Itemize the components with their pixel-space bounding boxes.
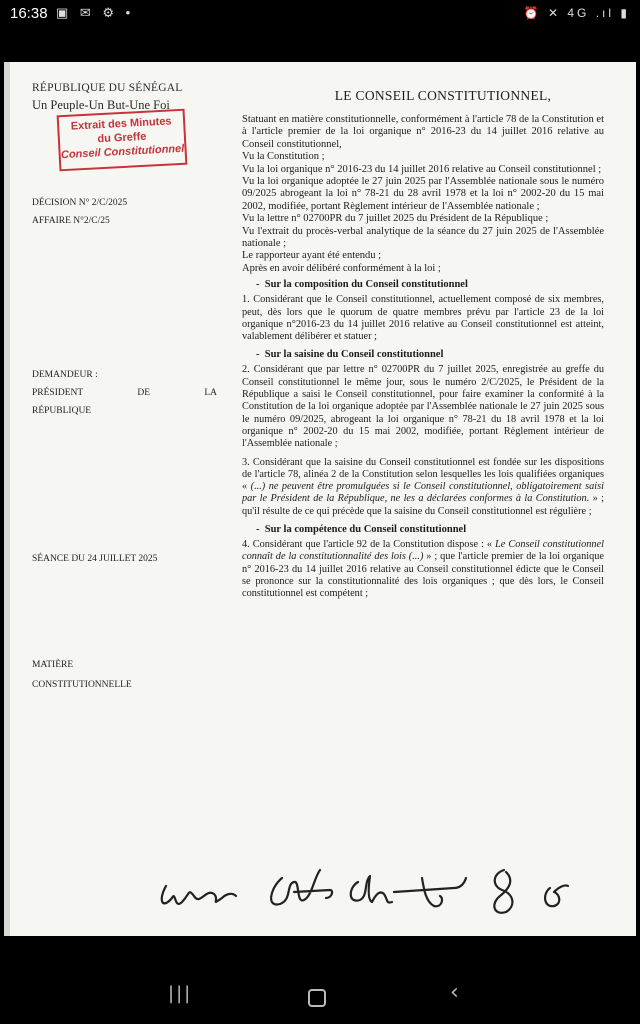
left-header	[32, 82, 222, 113]
signature-3	[351, 876, 392, 903]
republic-name: RÉPUBLIQUE DU SÉNÉGAL	[32, 82, 183, 94]
signature-6	[545, 885, 568, 906]
stamp-line-3: Conseil Constitutionnel	[60, 142, 185, 162]
signature-4	[394, 878, 466, 906]
section-heading-saisine: - Sur la saisine du Conseil constitutionnel	[256, 349, 444, 361]
section-heading-text: Sur la composition du Conseil constitutionnel	[264, 279, 468, 291]
section-heading-composition: - Sur la composition du Conseil constitutionnel	[256, 279, 468, 291]
back-icon[interactable]: ‹	[450, 980, 459, 1005]
section-heading-text: Sur la saisine du Conseil constitutionnel	[264, 349, 444, 361]
applicant-word-1: PRÉSIDENT	[32, 388, 84, 398]
registry-stamp	[57, 109, 188, 172]
navigation-bar	[0, 968, 640, 1024]
session-date: SÉANCE DU 24 JUILLET 2025	[32, 554, 158, 564]
paragraph-2: 2. Considérant que par lettre n° 02700PR du 7 juillet 2025, enregistrée au greffe du Conseil constitutionnel le même jour, sous le numéro 2/C/2025, le Président de la République a saisi le Conseil constitutionnel, pour faire examiner la conformité à la Constitution de la loi organique adoptée par l'Assemblée nationale le 27 juin 2025 sous le numéro 09/2025, abrogeant la loi organique n° 78-21 du 18 avril 1978 et la loi organique n° 2002-20 du 15 mai 2002, modifiée, portant Règlement intérieur de l'Assemblée nationale ;	[242, 364, 604, 450]
visa-line: Vu la Constitution ;	[242, 151, 325, 163]
stamp-line-1: Extrait des Minutes	[70, 115, 172, 133]
visa-line: Vu la lettre n° 02700PR du 7 juillet 2025 du Président de la République ;	[242, 213, 549, 225]
visa-line: Statuant en matière constitutionnelle, conformément à l'article 78 de la Constitution et à l'article premier de la loi organique n° 2016-23 du 14 juillet 2016 relative au Conseil constitutionnel,	[242, 114, 604, 150]
paragraph-4-end: » ; que l'article premier de la loi organique n° 2016-23 du 14 juillet 2016 relative au Conseil constitutionnel édicte que le Conseil se prononce sur la constitutionnalité des lois organiques ; que dès lors, le Conseil constitutionnel est compétent ;	[242, 551, 604, 600]
notification-icons: ▣ ✉ ⚙ •	[56, 5, 135, 20]
subject-value: CONSTITUTIONNELLE	[32, 680, 132, 690]
home-icon[interactable]	[308, 989, 326, 1007]
visa-line: Vu la loi organique adoptée le 27 juin 2025 par l'Assemblée nationale sous le numéro 09/2025 abrogeant la loi n° 78-21 du 28 avril 1978 et la loi n° 2002-20 du 15 mai 2002, modifiée, portant Règlement intérieur de l'Assemblée nationale ;	[242, 176, 604, 212]
paragraph-4	[242, 539, 604, 600]
paragraph-4-start: 4. Considérant que l'article 92 de la Constitution dispose : «	[242, 539, 496, 551]
page-edge	[4, 62, 10, 936]
subject-label: MATIÈRE	[32, 660, 74, 670]
signature-1	[162, 886, 236, 904]
applicant-label: DEMANDEUR :	[32, 370, 98, 380]
paragraph-3-quote: (...) ne peuvent être promulguées si le Conseil constitutionnel, obligatoirement saisi par le Président de la République, ne les a déclarées conformes à la Constitution.	[242, 481, 604, 505]
signature-2	[271, 870, 332, 905]
paragraph-3-end: » ; qu'il résulte de ce qui précède que la saisine du Conseil constitutionnel est régulière ;	[242, 493, 604, 517]
status-time: 16:38	[10, 5, 48, 22]
paragraph-3	[242, 457, 604, 518]
council-title: LE CONSEIL CONSTITUTIONNEL,	[334, 88, 552, 103]
stamp-line-2: du Greffe	[97, 130, 147, 146]
status-bar	[0, 0, 640, 30]
visas-block	[242, 114, 604, 275]
paragraph-4-quote: Le Conseil constitutionnel connaît de la constitutionnalité des lois (...)	[242, 539, 604, 563]
document-image	[4, 62, 636, 936]
case-number: AFFAIRE N°2/C/25	[32, 216, 110, 226]
system-status-icons: ⏰ ✕ 4G .ıl ▮	[523, 6, 630, 20]
section-heading-competence: - Sur la compétence du Conseil constitutionnel	[256, 524, 467, 536]
recent-apps-icon[interactable]: |||	[168, 983, 193, 1004]
applicant-republic: RÉPUBLIQUE	[32, 406, 92, 416]
section-heading-text: Sur la compétence du Conseil constitutionnel	[264, 524, 467, 536]
visa-line: Le rapporteur ayant été entendu ;	[242, 250, 382, 262]
paragraph-3-start: 3. Considérant que la saisine du Conseil constitutionnel est fondée sur les dispositions de l'article 78, alinéa 2 de la Constitution selon lesquelles les lois qualifiées organiques «	[242, 456, 604, 493]
applicant-word-2: DE	[137, 388, 151, 398]
visa-line: Vu l'extrait du procès-verbal analytique de la séance du 27 juin 2025 de l'Assemblée nationale ;	[242, 225, 604, 250]
decision-body	[242, 82, 604, 607]
national-motto: Un Peuple-Un But-Une Foi	[32, 98, 170, 112]
decision-number: DÉCISION N° 2/C/2025	[32, 198, 128, 208]
paragraph-1: 1. Considérant que le Conseil constitutionnel, actuellement composé de six membres, peut, dès lors que le quorum de quatre membres prévu par l'article 23 de la loi organique n°2016-23 du 14 juillet 2016 relative au Conseil constitutionnel est atteint, valablement délibérer et statuer ;	[242, 294, 604, 343]
visa-line: Vu la loi organique n° 2016-23 du 14 juillet 2016 relative au Conseil constitutionnel ;	[242, 163, 602, 175]
applicant-title	[32, 388, 217, 398]
handwritten-signatures	[154, 848, 584, 918]
signature-5	[494, 870, 512, 913]
visa-line: Après en avoir délibéré conformément à la loi ;	[242, 262, 441, 274]
applicant-word-3: LA	[204, 388, 217, 398]
